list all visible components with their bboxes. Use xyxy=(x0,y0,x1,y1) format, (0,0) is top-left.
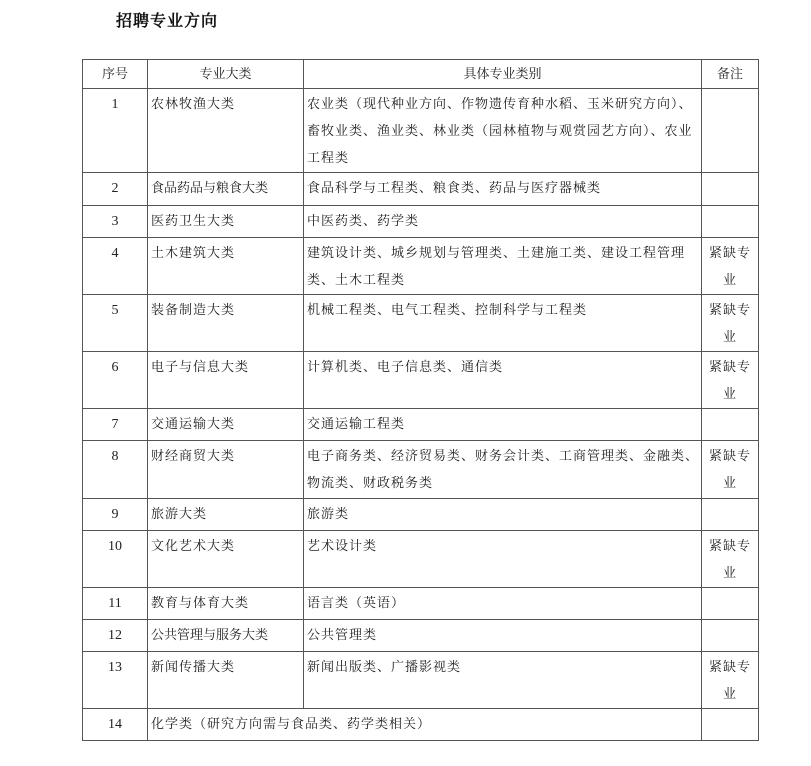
row-category: 财经商贸大类 xyxy=(148,441,304,499)
row-specific: 艺术设计类 xyxy=(304,531,702,588)
row-index: 14 xyxy=(83,709,148,741)
row-note xyxy=(702,409,759,441)
row-note: 紧缺专业 xyxy=(702,652,759,709)
table-row xyxy=(83,89,759,173)
row-note: 紧缺专业 xyxy=(702,238,759,295)
row-note: 紧缺专业 xyxy=(702,531,759,588)
row-category: 农林牧渔大类 xyxy=(148,89,304,173)
row-index: 6 xyxy=(83,352,148,409)
row-specific: 电子商务类、经济贸易类、财务会计类、工商管理类、金融类、物流类、财政税务类 xyxy=(304,441,702,499)
row-category: 文化艺术大类 xyxy=(148,531,304,588)
row-merged-category: 化学类（研究方向需与食品类、药学类相关） xyxy=(148,709,702,741)
table-row xyxy=(83,709,759,741)
row-index: 11 xyxy=(83,588,148,620)
row-index: 5 xyxy=(83,295,148,352)
row-specific: 农业类（现代种业方向、作物遗传育种水稻、玉米研究方向）、畜牧业类、渔业类、林业类（园林植物与观赏园艺方向）、农业工程类 xyxy=(304,89,702,173)
row-index: 1 xyxy=(83,89,148,173)
row-note xyxy=(702,206,759,238)
row-note xyxy=(702,709,759,741)
row-note: 紧缺专业 xyxy=(702,352,759,409)
row-specific: 交通运输工程类 xyxy=(304,409,702,441)
row-note xyxy=(702,89,759,173)
row-index: 2 xyxy=(83,173,148,206)
row-index: 3 xyxy=(83,206,148,238)
table-row xyxy=(83,238,759,295)
row-specific: 计算机类、电子信息类、通信类 xyxy=(304,352,702,409)
row-specific: 食品科学与工程类、粮食类、药品与医疗器械类 xyxy=(304,173,702,206)
row-category: 食品药品与粮食大类 xyxy=(148,173,304,206)
row-category: 医药卫生大类 xyxy=(148,206,304,238)
table-header-row xyxy=(83,60,759,89)
row-index: 10 xyxy=(83,531,148,588)
row-index: 9 xyxy=(83,499,148,531)
row-note xyxy=(702,588,759,620)
table-row xyxy=(83,206,759,238)
row-note xyxy=(702,173,759,206)
row-category: 教育与体育大类 xyxy=(148,588,304,620)
table-row xyxy=(83,441,759,499)
row-note xyxy=(702,499,759,531)
row-specific: 公共管理类 xyxy=(304,620,702,652)
header-specific: 具体专业类别 xyxy=(304,60,702,89)
row-index: 4 xyxy=(83,238,148,295)
table-row xyxy=(83,652,759,709)
row-category: 交通运输大类 xyxy=(148,409,304,441)
header-note: 备注 xyxy=(702,60,759,89)
header-index: 序号 xyxy=(83,60,148,89)
majors-table xyxy=(82,59,759,741)
row-note: 紧缺专业 xyxy=(702,441,759,499)
row-note xyxy=(702,620,759,652)
row-specific: 建筑设计类、城乡规划与管理类、土建施工类、建设工程管理类、土木工程类 xyxy=(304,238,702,295)
row-index: 12 xyxy=(83,620,148,652)
row-category: 土木建筑大类 xyxy=(148,238,304,295)
table-row xyxy=(83,295,759,352)
table-row xyxy=(83,620,759,652)
table-row xyxy=(83,588,759,620)
row-index: 7 xyxy=(83,409,148,441)
row-index: 8 xyxy=(83,441,148,499)
row-specific: 旅游类 xyxy=(304,499,702,531)
row-note: 紧缺专业 xyxy=(702,295,759,352)
row-specific: 语言类（英语） xyxy=(304,588,702,620)
table-row xyxy=(83,352,759,409)
row-specific: 中医药类、药学类 xyxy=(304,206,702,238)
table-row xyxy=(83,409,759,441)
table-row xyxy=(83,531,759,588)
row-category: 电子与信息大类 xyxy=(148,352,304,409)
row-category: 旅游大类 xyxy=(148,499,304,531)
row-index: 13 xyxy=(83,652,148,709)
row-category: 公共管理与服务大类 xyxy=(148,620,304,652)
row-specific: 机械工程类、电气工程类、控制科学与工程类 xyxy=(304,295,702,352)
row-category: 新闻传播大类 xyxy=(148,652,304,709)
table-row xyxy=(83,499,759,531)
header-category: 专业大类 xyxy=(148,60,304,89)
table-row xyxy=(83,173,759,206)
row-category: 装备制造大类 xyxy=(148,295,304,352)
row-specific: 新闻出版类、广播影视类 xyxy=(304,652,702,709)
page-title: 招聘专业方向 xyxy=(116,11,219,30)
